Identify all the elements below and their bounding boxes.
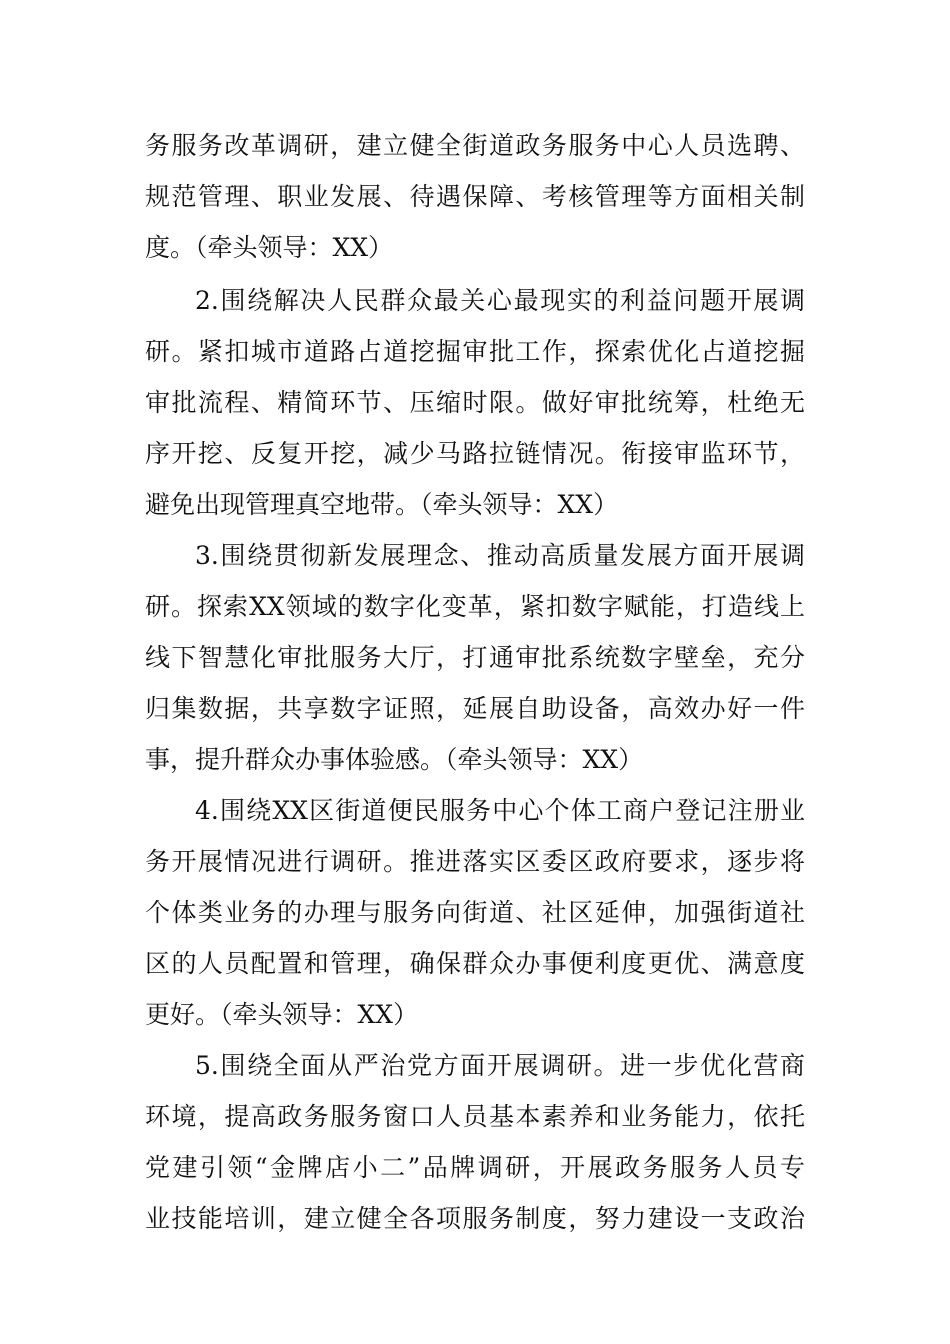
text-line: 归集数据，共享数字证照，延展自助设备，高效办好一件 (145, 694, 805, 723)
text-line: 2.围绕解决人民群众最关心最现实的利益问题开展调 (195, 286, 805, 315)
text-line: 5.围绕全面从严治党方面开展调研。进一步优化营商 (195, 1051, 805, 1080)
text-line: 3.围绕贯彻新发展理念、推动高质量发展方面开展调 (195, 541, 805, 570)
text-line: 务服务改革调研，建立健全街道政务服务中心人员选聘、 (145, 131, 805, 160)
text-line: 个体类业务的办理与服务向街道、社区延伸，加强街道社 (145, 898, 805, 927)
text-line: 4.围绕XX区街道便民服务中心个体工商户登记注册业 (195, 796, 805, 825)
text-line: 环境，提高政务服务窗口人员基本素养和业务能力，依托 (145, 1102, 805, 1131)
text-line: 党建引领“金牌店小二”品牌调研，开展政务服务人员专 (145, 1153, 805, 1182)
text-line: 业技能培训，建立健全各项服务制度，努力建设一支政治 (145, 1204, 805, 1233)
text-line: 研。紧扣城市道路占道挖掘审批工作，探索优化占道挖掘 (145, 337, 805, 366)
text-line: 度。（牵头领导：XX） (145, 233, 394, 262)
text-line: 更好。（牵头领导：XX） (145, 1000, 419, 1029)
text-line: 研。探索XX领域的数字化变革，紧扣数字赋能，打造线上 (145, 592, 805, 621)
text-line: 务开展情况进行调研。推进落实区委区政府要求，逐步将 (145, 847, 805, 876)
text-line: 线下智慧化审批服务大厅，打通审批系统数字壁垒，充分 (145, 643, 805, 672)
text-line: 避免出现管理真空地带。（牵头领导：XX） (145, 490, 619, 519)
text-line: 规范管理、职业发展、待遇保障、考核管理等方面相关制 (145, 182, 805, 211)
text-line: 审批流程、精简环节、压缩时限。做好审批统筹，杜绝无 (145, 388, 805, 417)
text-line: 区的人员配置和管理，确保群众办事便利度更优、满意度 (145, 949, 805, 978)
text-line: 事，提升群众办事体验感。（牵头领导：XX） (145, 745, 644, 774)
text-line: 序开挖、反复开挖，减少马路拉链情况。衔接审监环节， (145, 439, 805, 468)
